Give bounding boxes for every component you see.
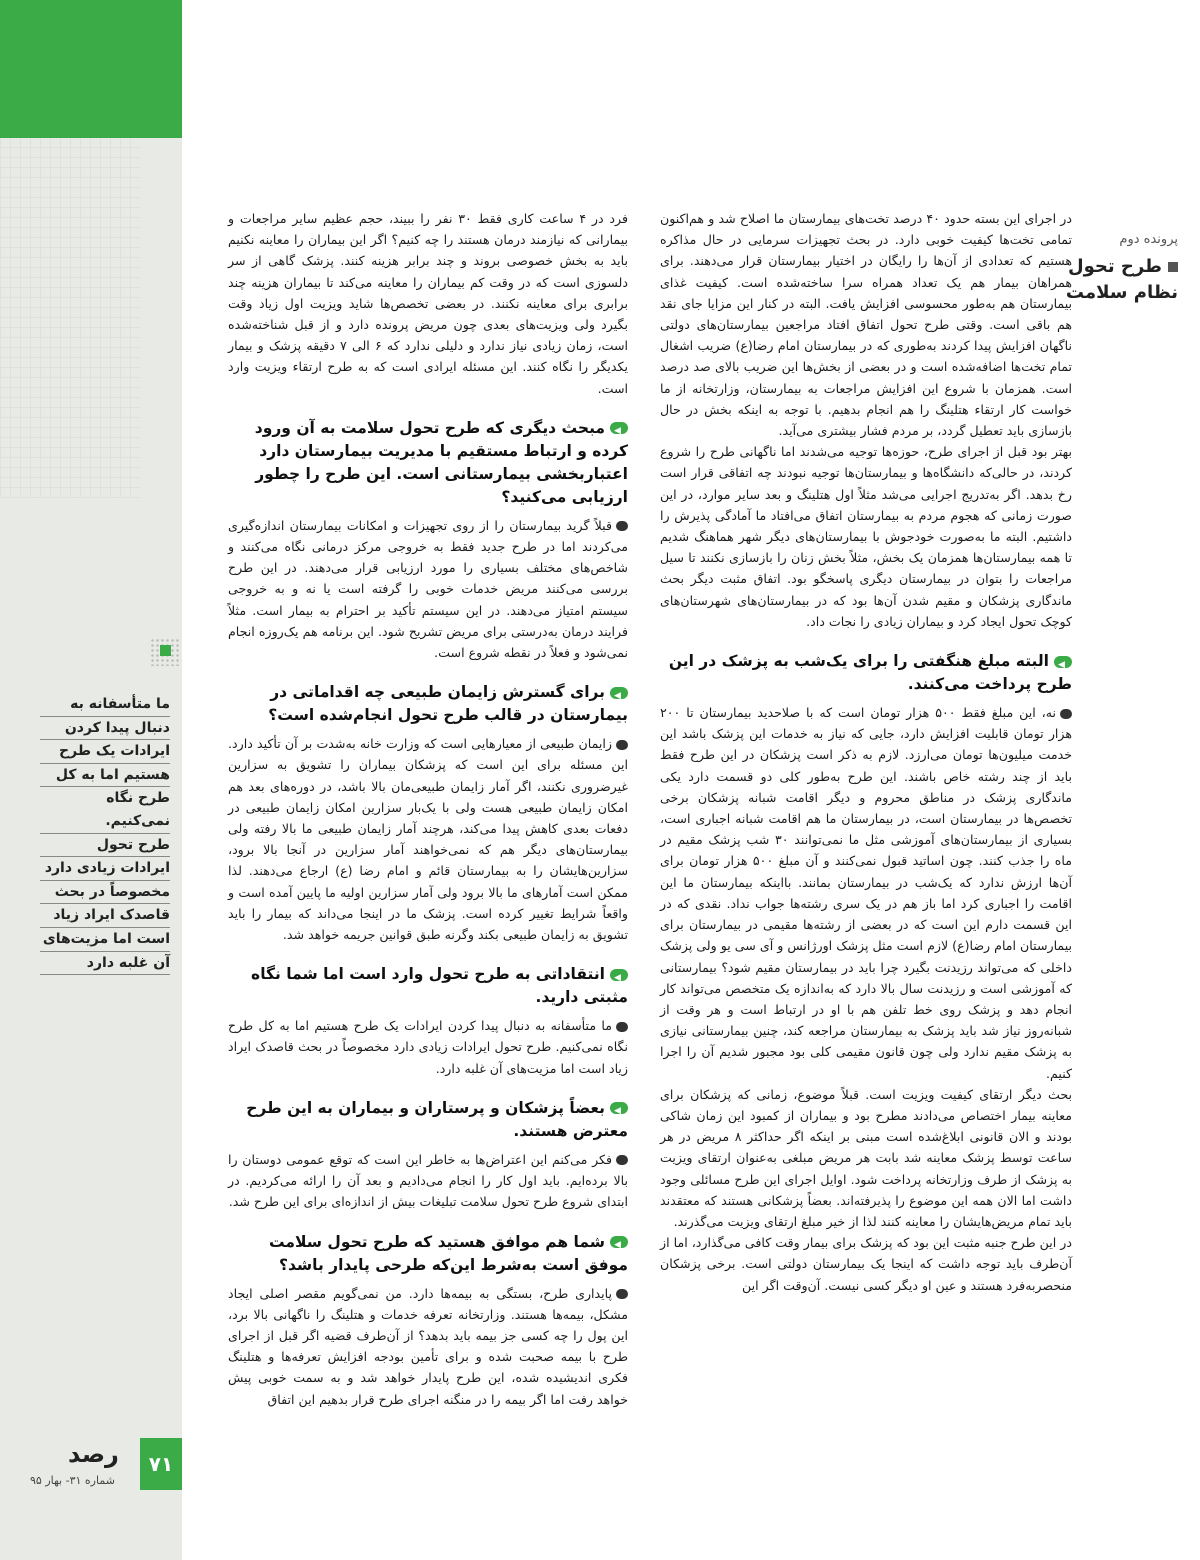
green-square-icon: [160, 645, 171, 656]
interview-question: [660, 650, 1072, 696]
answer-paragraph: [228, 515, 628, 663]
answer-bullet-icon: [616, 521, 628, 531]
question-text: شما هم موافق هستید که طرح تحول سلامت موفق است به‌شرط این‌که طرحی پایدار باشد؟: [268, 1232, 628, 1274]
answer-bullet-icon: [616, 1289, 628, 1299]
question-arrow-icon: [610, 422, 628, 434]
question-arrow-icon: [610, 1236, 628, 1248]
issue-info: شماره ۳۱- بهار ۹۵: [30, 1474, 115, 1487]
pull-quote-line: طرح نگاه نمی‌کنیم.: [40, 787, 170, 833]
pull-quote-line: آن غلبه دارد: [40, 952, 170, 976]
pull-quote-line: ایرادات یک طرح: [40, 740, 170, 764]
pull-quote-line: هستیم اما به کل: [40, 764, 170, 788]
header-green-block: [0, 0, 182, 138]
question-arrow-icon: [610, 1102, 628, 1114]
answer-text: ما متأسفانه به دنبال پیدا کردن ایرادات یک طرح هستیم اما به کل طرح نگاه نمی‌کنیم. طرح تحول ایرادات زیادی دارد مخصوصاً در بحث قاصدک ایراد زیاد است اما مزیت‌های آن غلبه دارد.: [228, 1018, 628, 1076]
pull-quote-line: ما متأسفانه به: [40, 693, 170, 717]
answer-paragraph: [228, 1283, 628, 1410]
answer-bullet-icon: [1060, 709, 1072, 719]
pull-quote-line: دنبال پیدا کردن: [40, 717, 170, 741]
question-text: بعضاً پزشکان و پرستاران و بیماران به این طرح معترض هستند.: [246, 1098, 628, 1140]
paragraph: بهتر بود قبل از اجرای طرح، حوزه‌ها توجیه می‌شدند اما ناگهانی طرح را شروع کردند، در حالی‌که دانشگاه‌ها و بیمارستان‌ها توجیه نبودند چه اتفاقی قرار است رخ بدهد. اگر به‌تدریج اجرایی می‌شد مثلاً اول هتلینگ و بعد سایر موارد، در این صورت زمانی که هجوم مردم به بیمارستان اتفاق می‌افتاد ما آمادگی پذیرش را داشتیم. البته ما به‌صورت خودجوش با بیمارستان‌های دیگر شهر هماهنگ شدیم تا همه بیمارستان‌ها همزمان یک بخش، مثلاً بخش زنان را بازسازی نکنند تا سیل مراجعات را بتوان در بیمارستان دیگری پاسخگو بود. اتفاق مثبت دیگر بحث ماندگاری پزشکان و مقیم شدن آن‌ها بود که در بیمارستان‌های شهرستان‌های کوچک تحول ایجاد کرد و بیماران زیادی را نجات داد.: [660, 444, 1072, 629]
answer-text: پایداری طرح، بستگی به بیمه‌ها دارد. من نمی‌گویم مقصر اصلی ایجاد مشکل، بیمه‌ها هستند. وزارتخانه تعرفه خدمات و هتلینگ را ناگهانی بالا برد، این پول را چه کسی جز بیمه باید بدهد؟ از آن‌طرف قضیه اگر قبل از اجرای طرح با بیمه صحبت شده و برای تأمین بودجه افزایش تعرفه‌ها و هتلینگ فکری اندیشیده شده، این طرح پایدار خواهد شد و به سمت خوبی پیش خواهد رفت اما اگر بیمه را در منگنه اجرای طرح قرار بدهیم این اتفاق: [228, 1285, 628, 1407]
pull-quote-line: است اما مزیت‌های: [40, 928, 170, 952]
question-text: برای گسترش زایمان طبیعی چه اقداماتی در بیمارستان در قالب طرح تحول انجام‌شده است؟: [268, 683, 628, 725]
question-text: مبحث دیگری که طرح تحول سلامت به آن ورود کرده و ارتباط مستقیم با مدیریت بیمارستان دارد اعتباربخشی بیمارستانی است. این طرح را چطور ارزیابی می‌کنید؟: [254, 418, 628, 506]
sidebar-grid-pattern: [0, 138, 140, 498]
answer-text: قبلاً گرید بیمارستان را از روی تجهیزات و امکانات بیمارستان اندازه‌گیری می‌کردند اما در طرح جدید فقط به خروجی مرکز درمانی نگاه می‌کنند و شاخص‌های مختلف بسیاری را مورد ارزیابی قرار می‌دهند. در این طرح بررسی می‌کنند مریض خدمات خوبی را گرفته است یا نه و به خروجی سیستم امتیاز می‌دهند. در این سیستم تأکید بر احترام به بیمار است. مثلاً فرایند درمان به‌درستی برای مریض تشریح شود. این برنامه هم یک‌روزه انجام نمی‌شود و فعلاً در نقطه شروع است.: [228, 517, 628, 661]
answer-paragraph: [228, 1149, 628, 1213]
answer-text: نه، این مبلغ فقط ۵۰۰ هزار تومان است که با صلاحدید بیمارستان تا ۲۰۰ هزار تومان قابلیت افزایش دارد، جایی که نیاز به خدمات این پزشک باشد این خدمت میلیون‌ها تومان می‌ارزد. لازم به ذکر است پزشکان در این طرح فقط باید از چند رشته خاص باشند. این طرح به‌طور کلی دو قسمت دارد یکی ماندگاری پزشک در مناطق محروم و دیگر اقامت شبانه پزشکان برخی تخصص‌ها در بیمارستان است، در بیمارستان ما هم اقامت شبانه اجباری است، بسیاری از بیمارستان‌های آموزشی مثل ما نمی‌توانند ۳۰ شب پزشک مقیم در ماه را جذب کنند. چون اساتید قبول نمی‌کنند و آن مبلغ ۵۰۰ هزار تومان برای آن‌ها ارزش ندارد که یک‌شب در بیمارستان بمانند. بااینکه بیمارستان ما این اقامت را اجباری کرد اما باز هم در یک سری رشته‌ها جواب نداد. نقدی که در این قسمت دارم این است که در بعضی از رشته‌ها مقیمی در بیمارستان برای بیمارستان امام رضا(ع) لازم است مثل پزشک اورژانس و آی سی یو ولی پزشک داخلی که می‌تواند رزیدنت بگیرد چرا باید در بیمارستان مقیم شود؟ بیمارستانی که آموزشی است و رزیدنت سال بالا دارد که به‌اندازه یک متخصص می‌تواند کار انجام دهد و پزشک روی خط تلفن هم با او در ارتباط است و هر وقت از شبانه‌روز نیاز شد باید پزشک به بیمارستان مراجعه کند، چنین بیمارستانی نیازی به پزشک مقیم ندارد ولی چون قانون مقیمی کلی بود مجبور شدیم آن را اجرا کنیم.: [660, 705, 1072, 1081]
pull-quote: [40, 693, 170, 975]
pull-quote-line: طرح تحول: [40, 834, 170, 858]
pull-quote-line: قاصدک ایراد زیاد: [40, 904, 170, 928]
paragraph: بحث دیگر ارتقای کیفیت ویزیت است. قبلاً موضوع، زمانی که پزشکان برای معاینه بیمار اختصاص می‌دادند مطرح بود و بیماران از کمبود این زمان شاکی بودند و الان قانونی ابلاغ‌شده است مبنی بر اینکه اگر حداکثر ۸ مریض در هر ساعت توسط پزشک معاینه شد بابت هر مریض مبلغی به‌عنوان ارتقای ویزیت به پزشک از طرف وزارتخانه پرداخت شود. اوایل اجرای این طرح مسائلی وجود داشت اما الان همه این موضوع را پذیرفته‌اند. بعضاً پزشکانی هستند که معتقدند باید تمام مریض‌هایشان را معاینه کنند لذا از خیر مبلغ ارتقای ویزیت می‌گذرند.: [660, 1086, 1072, 1229]
paragraph: فرد در ۴ ساعت کاری فقط ۳۰ نفر را ببیند، حجم عظیم سایر مراجعات و بیمارانی که نیازمند درمان هستند را چه کنیم؟ اگر این بیماران را معاینه نکنیم باید به بخش خصوصی بروند و چند برابر هزینه کنند. پزشک گاهی از سر دلسوزی است که در وقت کم بیماران را معاینه می‌کند تا بیماران هزینه چند برابری برای معاینه نکنند. در بعضی تخصص‌ها شاید ویزیت اول زیاد وقت بگیرد ولی ویزیت‌های بعدی چون مریض پرونده دارد و از قبل شناخته‌شده است، زمان زیادی نیاز ندارد و دلیلی ندارد که ۶ الی ۷ دقیقه پزشک و بیمار یکدیگر را نگاه کنند. این مسئله ایرادی است که به طرح ارتقاء ویزیت وارد است.: [228, 211, 628, 396]
pull-quote-line: مخصوصاً در بحث: [40, 881, 170, 905]
question-text: انتقاداتی به طرح تحول وارد است اما شما نگاه مثبتی دارید.: [251, 965, 628, 1007]
question-arrow-icon: [1054, 656, 1072, 668]
answer-paragraph: [660, 702, 1072, 1084]
interview-question: [228, 681, 628, 727]
interview-question: [228, 1097, 628, 1143]
page-number: ۷۱: [140, 1438, 182, 1490]
answer-text: زایمان طبیعی از معیارهایی است که وزارت خانه به‌شدت بر آن تأکید دارد. این مسئله برای این است که پزشکان بیماران را تشویق به سزارین غیرضروری نکنند، اگر آمار زایمان طبیعی‌مان بالا باشد، در دوره‌های بعد هم امکان زایمان طبیعی هست ولی با یک‌بار سزارین امکان زایمان طبیعی در دفعات بعدی کاهش پیدا می‌کند، هرچند آمار زایمان طبیعی ما بالا رفته ولی بیمارستان‌های دیگر هم که نمی‌خواهند آمار سزارین در آنجا بالا برود، سزارین‌هایشان را به بیمارستان قائم و امام رضا (ع) ارجاع می‌دهند. لذا ممکن است آمارهای ما بالا برود ولی آمار سزارین اولیه ما پایین آمده است و واقعاً شرایط تغییر کرده است. پزشک ما در اینجا می‌داند که بیمار را باید تشویق به زایمان طبیعی بکند وگرنه طبق قوانین جریمه خواهد شد.: [228, 736, 628, 943]
article-column-right: [660, 208, 1072, 1296]
answer-paragraph: [228, 1015, 628, 1079]
paragraph: در این طرح جنبه مثبت این بود که پزشک برای بیمار وقت کافی می‌گذارد، اما از آن‌طرف باید توجه داشت که اینجا یک بیمارستان دولتی است. برخی پزشکان منحصربه‌فرد هستند و عین او دیگر کسی نیست. آن‌وقت اگر این: [660, 1235, 1072, 1293]
section-label: پرونده دوم: [1119, 232, 1178, 247]
question-text: البته مبلغ هنگفتی را برای یک‌شب به پزشک در این طرح پرداخت می‌کنند.: [668, 652, 1072, 694]
interview-question: [228, 1231, 628, 1277]
square-bullet-icon: [1168, 262, 1178, 272]
paragraph: در اجرای این بسته حدود ۴۰ درصد تخت‌های بیمارستان ما اصلاح شد و هم‌اکنون تمامی تخت‌ها کیفیت خوبی دارد. در بحث تجهیزات سرمایی در حال مذاکره هستیم که تعدادی از آن‌ها را رایگان در اختیار بیمارستان قرار می‌دهند. برای همراهان بیمار هم یک تعداد همراه سرا ساخته‌شده است. کیفیت غذای بیمارستان هم به‌طور محسوسی افزایش یافت. البته در کنار این مزایا جای نقد هم باقی است. وقتی طرح تحول اتفاق افتاد مراجعین بیمارستان‌های دولتی ناگهان افزایش پیدا کردند به‌طوری که در بیمارستان امام رضا(ع) ضریب اشغال تمام تخت‌ها اضافه‌شده است و در بعضی از بخش‌ها این ضریب بالای صد درصد است. همزمان با شروع این افزایش مراجعات به بیمارستان، وزارتخانه از ما خواست کار ارتقاء هتلینگ را هم انجام بدهیم. با توجه به اینکه بخش در حال بازسازی باید تعطیل گردد، بر مردم فشار بیشتری می‌آید.: [660, 211, 1072, 439]
question-arrow-icon: [610, 687, 628, 699]
question-arrow-icon: [610, 969, 628, 981]
magazine-logo: رصد: [68, 1440, 119, 1468]
answer-bullet-icon: [616, 1022, 628, 1032]
answer-bullet-icon: [616, 740, 628, 750]
pull-quote-line: ایرادات زیادی دارد: [40, 857, 170, 881]
answer-bullet-icon: [616, 1155, 628, 1165]
answer-paragraph: [228, 733, 628, 945]
interview-question: [228, 417, 628, 509]
interview-question: [228, 963, 628, 1009]
article-column-left: [228, 208, 628, 1410]
section-title-text: طرح تحول نظام سلامت: [1065, 256, 1178, 303]
answer-text: فکر می‌کنم این اعتراض‌ها به خاطر این است که توقع عمومی دوستان را بالا برده‌ایم. باید اول کار را انجام می‌دادیم و بعد آن را ارائه می‌کردیم. در ابتدای شروع طرح تحول سلامت تبلیغات بیش از اندازه‌ای برای این طرح شد.: [228, 1151, 628, 1210]
